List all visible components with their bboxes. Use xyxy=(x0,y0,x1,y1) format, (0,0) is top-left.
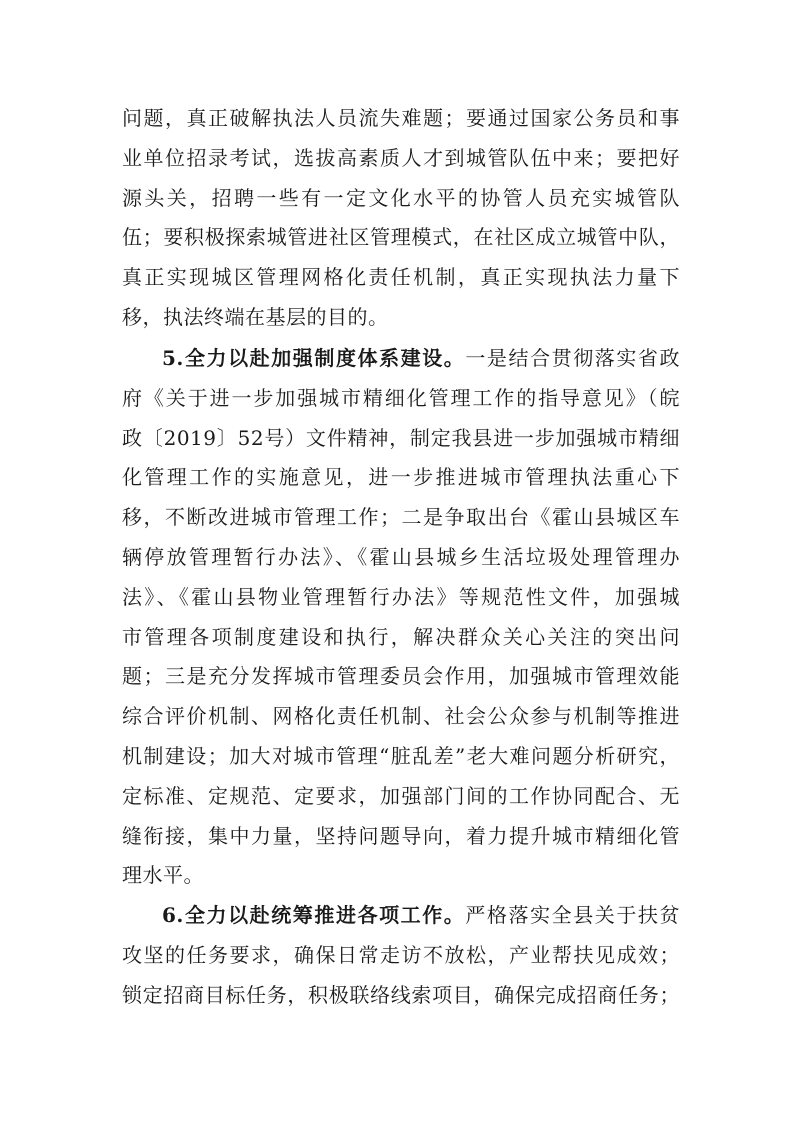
text-line: 理水平。 xyxy=(122,863,204,888)
paragraph-institution-building xyxy=(122,339,680,896)
text-line: 缝衔接，集中力量，坚持问题导向，着力提升城市精细化管 xyxy=(122,823,680,848)
text-line: 业单位招录考试，选拔高素质人才到城管队伍中来；要把好 xyxy=(122,145,680,170)
text-line: 伍；要积极探索城管进社区管理模式，在社区成立城管中队， xyxy=(122,225,680,250)
text-line: 政〔2019〕52号）文件精神，制定我县进一步加强城市精细 xyxy=(122,425,680,450)
text-line: 辆停放管理暂行办法》、《霍山县城乡生活垃圾处理管理办 xyxy=(122,544,680,569)
text-line: 源头关，招聘一些有一定文化水平的协管人员充实城管队 xyxy=(122,185,680,210)
text-line: 府《关于进一步加强城市精细化管理工作的指导意见》（皖 xyxy=(122,385,680,410)
text-line: 真正实现城区管理网格化责任机制，真正实现执法力量下 xyxy=(122,265,680,290)
text-line: 问题，真正破解执法人员流失难题；要通过国家公务员和事 xyxy=(122,106,680,130)
text-line: 移，执法终端在基层的目的。 xyxy=(122,304,389,329)
text-line-first xyxy=(122,896,680,936)
paragraph-coordinated-work xyxy=(122,896,680,1015)
text-line: 攻坚的任务要求，确保日常走访不放松，产业帮扶见成效； xyxy=(122,942,680,967)
section-heading: 5.全力以赴加强制度体系建设。 xyxy=(162,346,466,370)
text-line: 移，不断改进城市管理工作；二是争取出台《霍山县城区车 xyxy=(122,505,680,530)
text-line: 综合评价机制、网格化责任机制、社会公众参与机制等推进 xyxy=(122,704,680,729)
text-line: 机制建设；加大对城市管理“脏乱差”老大难问题分析研究， xyxy=(122,743,680,768)
paragraph-continuation xyxy=(122,99,680,338)
text-line: 锁定招商目标任务，积极联络线索项目，确保完成招商任务； xyxy=(122,982,680,1007)
text-line: 题；三是充分发挥城市管理委员会作用，加强城市管理效能 xyxy=(122,664,680,689)
text-run: 严格落实全县关于扶贫 xyxy=(465,903,680,927)
text-line: 定标准、定规范、定要求，加强部门间的工作协同配合、无 xyxy=(122,783,680,808)
text-run: 一是结合贯彻落实省政 xyxy=(465,346,680,370)
text-line: 化管理工作的实施意见，进一步推进城市管理执法重心下 xyxy=(122,465,680,490)
text-line: 市管理各项制度建设和执行，解决群众关心关注的突出问 xyxy=(122,624,680,649)
section-heading: 6.全力以赴统筹推进各项工作。 xyxy=(162,903,466,927)
text-line-first xyxy=(122,339,680,379)
text-line: 法》、《霍山县物业管理暂行办法》等规范性文件，加强城 xyxy=(122,584,680,609)
